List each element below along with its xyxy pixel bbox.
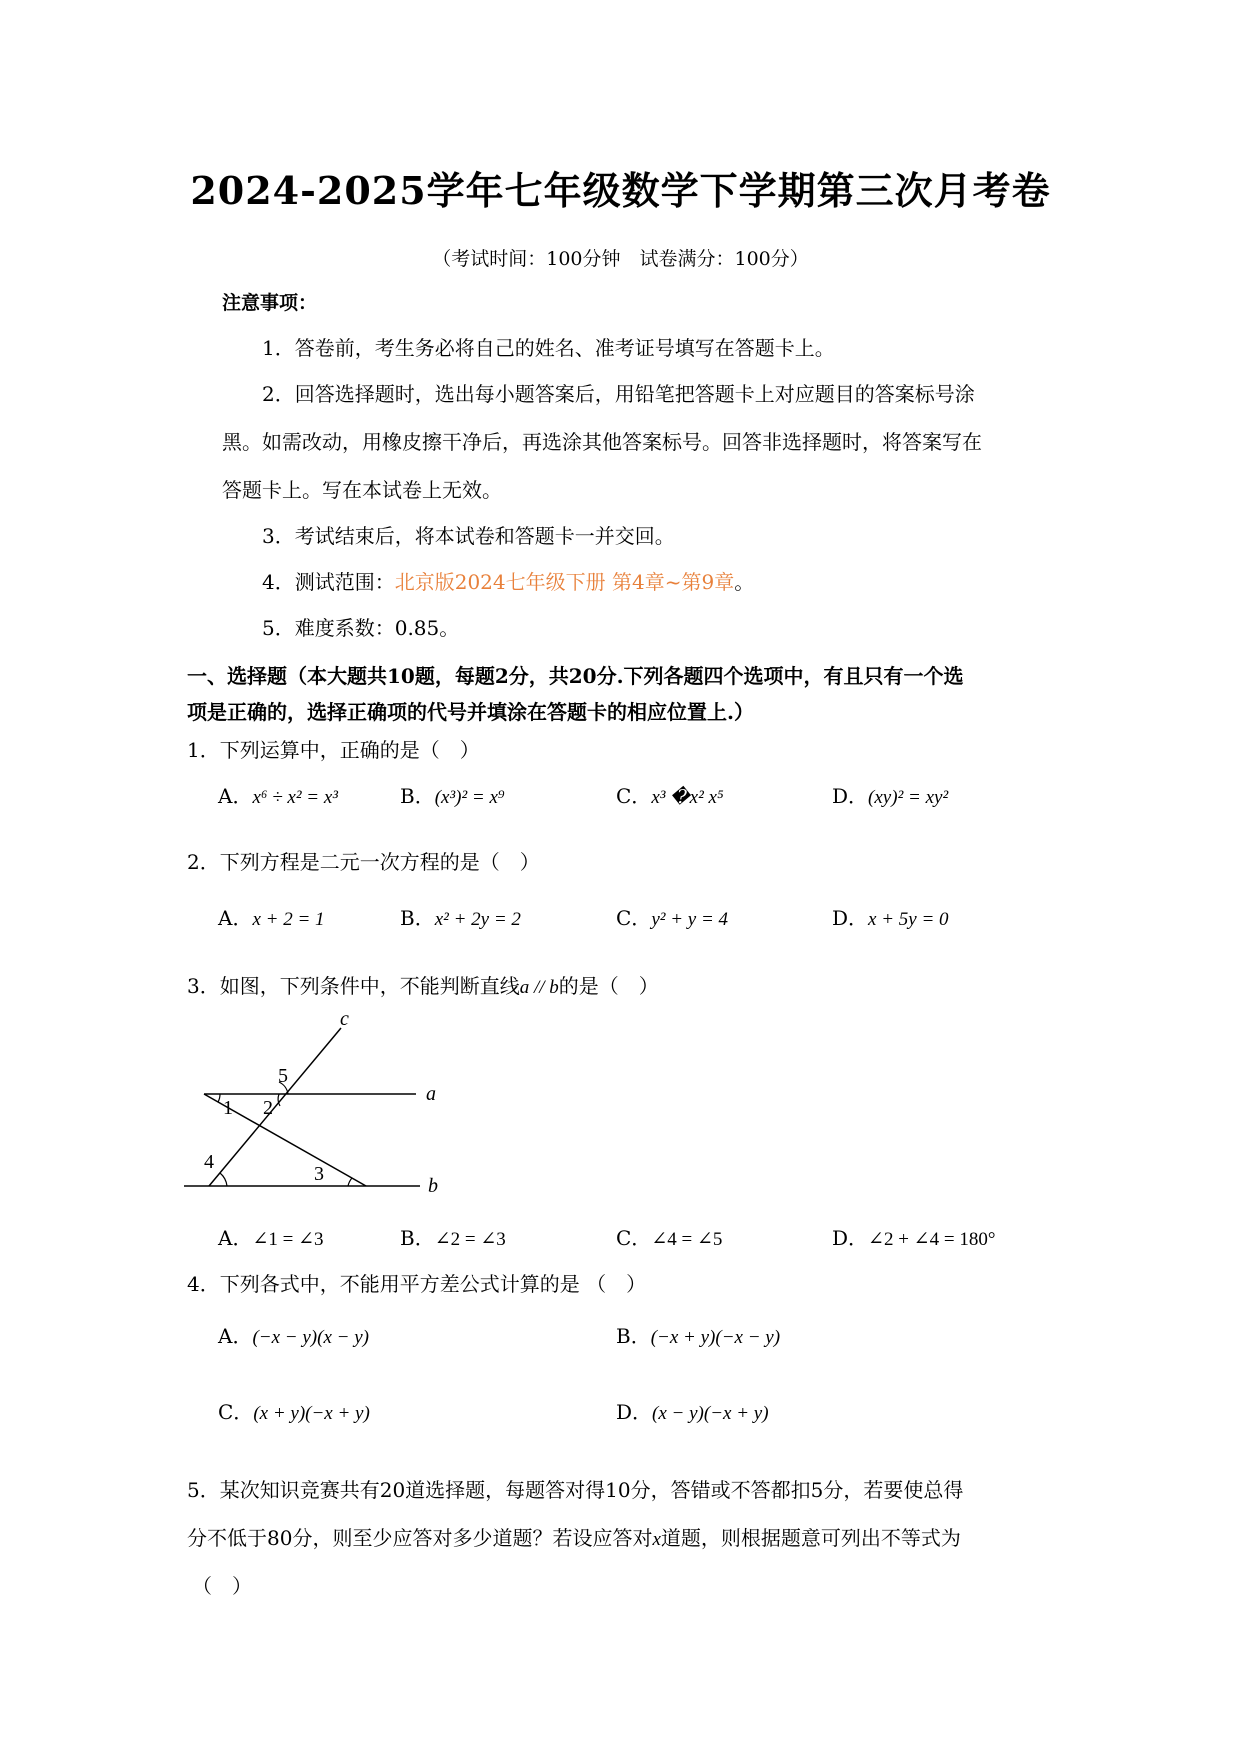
q1-option-c: C．x³ �x² x⁵ <box>616 784 724 808</box>
q3-option-c: C．∠4 = ∠5 <box>616 1226 723 1250</box>
q4-option-b: B．(−x + y)(−x − y) <box>616 1324 781 1348</box>
section-heading-cont: 项是正确的，选择正确项的代号并填涂在答题卡的相应位置上.） <box>187 700 754 724</box>
q2-option-d: D．x + 5y = 0 <box>832 906 949 930</box>
scope-value: 北京版2024七年级下册 第4章~第9章 <box>394 570 735 594</box>
q4-option-d: D．(x − y)(−x + y) <box>616 1400 769 1424</box>
label-angle-3: 3 <box>314 1163 324 1185</box>
q1-option-a: A．x⁶ ÷ x² = x³ <box>218 784 338 808</box>
label-a: a <box>426 1083 436 1105</box>
question-4-stem: 4．下列各式中，不能用平方差公式计算的是 （ ） <box>187 1272 647 1296</box>
question-1-stem: 1．下列运算中，正确的是（ ） <box>187 738 480 762</box>
note-item: 2．回答选择题时，选出每小题答案后，用铅笔把答题卡上对应题目的答案标号涂 <box>262 382 975 406</box>
label-c: c <box>340 1010 349 1030</box>
label-angle-4: 4 <box>204 1151 214 1173</box>
label-angle-5: 5 <box>278 1065 288 1087</box>
q3-option-b: B．∠2 = ∠3 <box>400 1226 506 1250</box>
note-item: 5．难度系数：0.85。 <box>262 616 460 640</box>
exam-info: （考试时间：100分钟 试卷满分：100分） <box>432 248 809 270</box>
q2-option-b: B．x² + 2y = 2 <box>400 906 521 930</box>
question-5-line1: 5．某次知识竞赛共有20道选择题，每题答对得10分，答错或不答都扣5分，若要使总得 <box>187 1478 964 1502</box>
q3-option-a: A．∠1 = ∠3 <box>218 1226 324 1250</box>
scope-end: 。 <box>734 570 755 594</box>
section-heading: 一、选择题（本大题共10题，每题2分，共20分.下列各题四个选项中，有且只有一个选 <box>187 664 964 688</box>
note-item-scope <box>262 566 754 595</box>
q4-option-c: C．(x + y)(−x + y) <box>218 1400 370 1424</box>
question-3-stem: 3．如图，下列条件中，不能判断直线a // b的是（ ） <box>187 974 659 998</box>
scope-label: 4．测试范围： <box>262 570 395 594</box>
note-item: 3．考试结束后，将本试卷和答题卡一并交回。 <box>262 524 675 548</box>
parallel-lines-figure <box>180 1010 460 1200</box>
question-5-answer-blank: （ ） <box>192 1574 252 1598</box>
question-5-line2: 分不低于80分，则至少应答对多少道题？若设应答对x道题，则根据题意可列出不等式为 <box>187 1526 961 1550</box>
q1-option-d: D．(xy)² = xy² <box>832 784 949 808</box>
note-item: 1．答卷前，考生务必将自己的姓名、准考证号填写在答题卡上。 <box>262 336 835 360</box>
note-item: 答题卡上。写在本试卷上无效。 <box>222 478 502 502</box>
note-item: 黑。如需改动，用橡皮擦干净后，再选涂其他答案标号。回答非选择题时，将答案写在 <box>222 430 982 454</box>
label-angle-2: 2 <box>263 1097 273 1119</box>
q1-option-b: B．(x³)² = x⁹ <box>400 784 505 808</box>
label-b: b <box>428 1175 438 1197</box>
q2-option-a: A．x + 2 = 1 <box>218 906 325 930</box>
notes-heading: 注意事项： <box>222 292 318 314</box>
q3-option-d: D．∠2 + ∠4 = 180° <box>832 1226 996 1250</box>
page-title: 2024-2025学年七年级数学下学期第三次月考卷 <box>190 168 1051 213</box>
q4-option-a: A．(−x − y)(x − y) <box>218 1324 369 1348</box>
question-2-stem: 2．下列方程是二元一次方程的是（ ） <box>187 850 540 874</box>
q2-option-c: C．y² + y = 4 <box>616 906 729 930</box>
label-angle-1: 1 <box>223 1097 233 1119</box>
